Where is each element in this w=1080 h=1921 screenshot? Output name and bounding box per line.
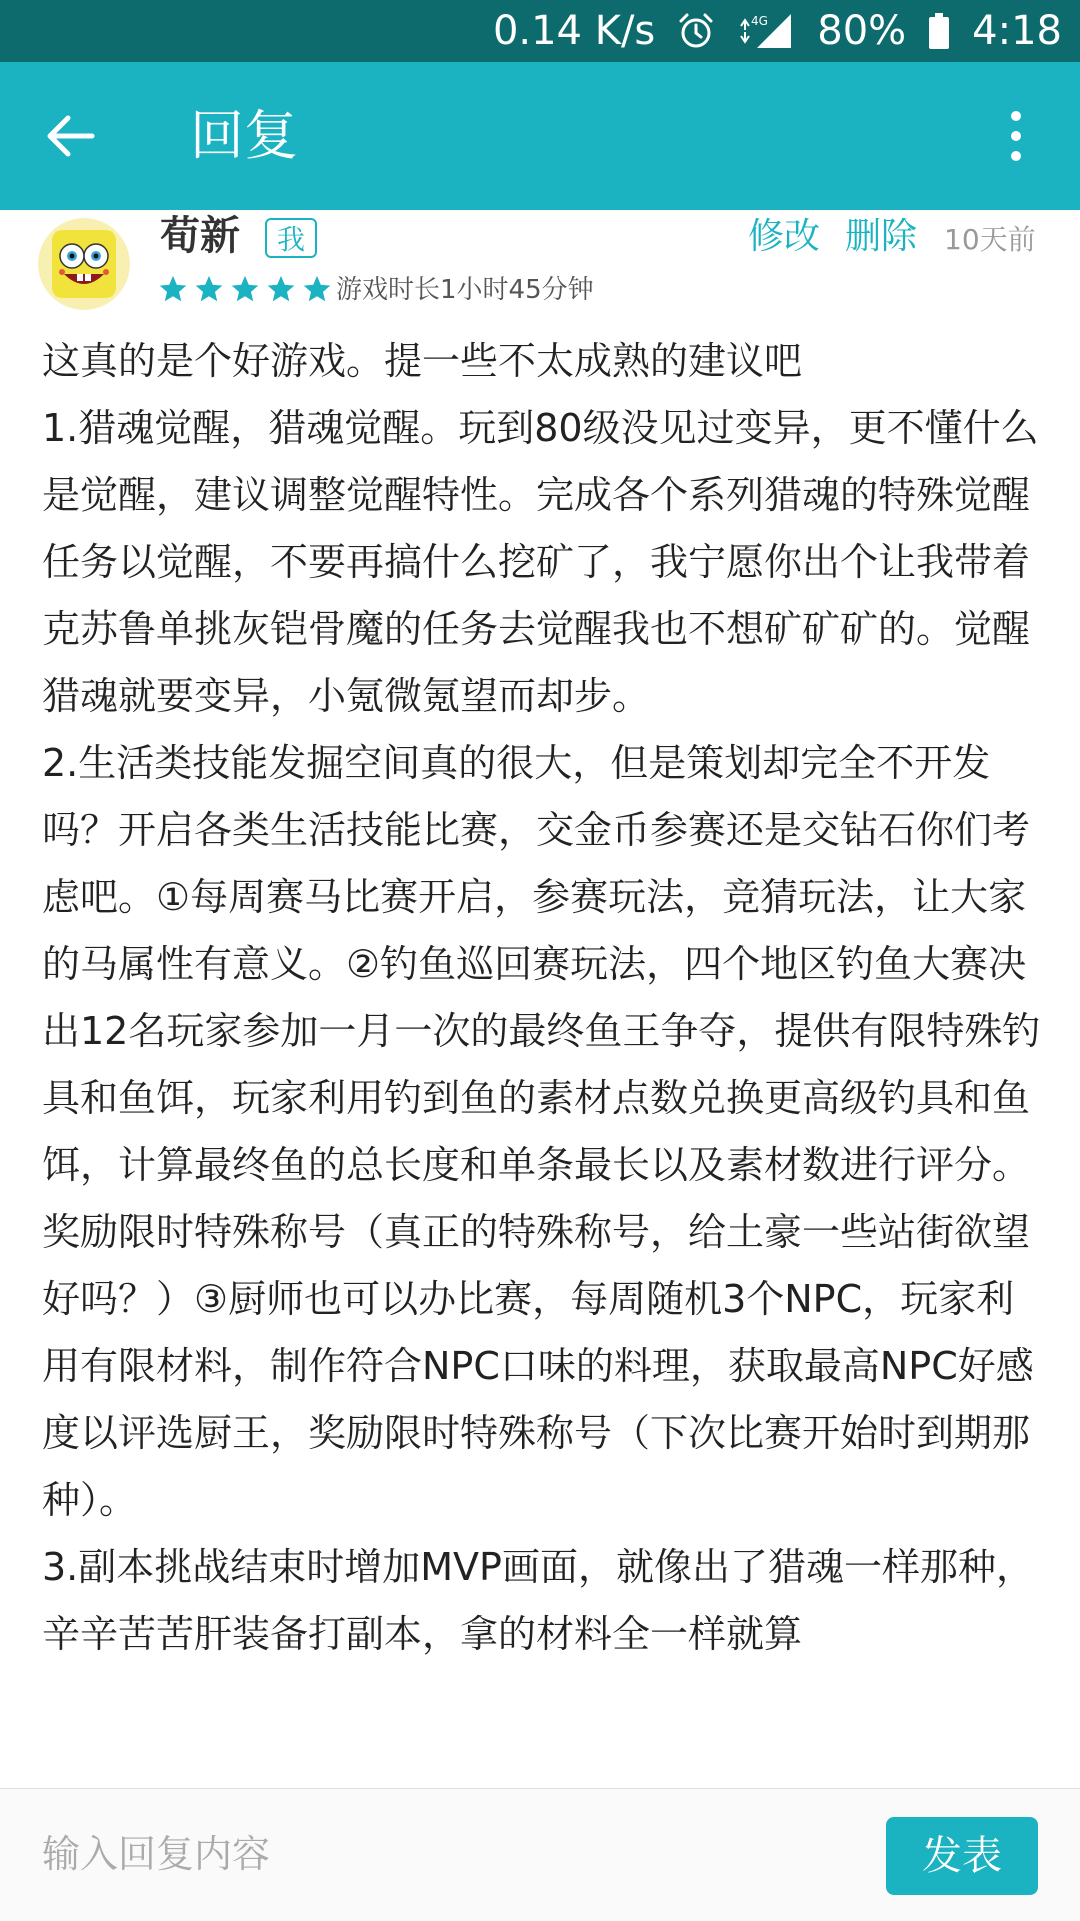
- star-rating: [158, 274, 338, 304]
- play-time: 游戏时长1小时45分钟: [336, 275, 594, 305]
- comment-paragraph: 这真的是个好游戏。提一些不太成熟的建议吧: [42, 339, 803, 383]
- back-arrow-icon[interactable]: [40, 106, 100, 166]
- page-title: 回复: [190, 104, 298, 167]
- star-icon: [230, 274, 260, 304]
- me-badge: 我: [265, 218, 317, 258]
- comment-body: [42, 328, 1042, 1788]
- comment-paragraph: 3.副本挑战结束时增加MVP画面，就像出了猎魂一样那种，辛辛苦苦肝装备打副本，拿的材料全一样就算: [42, 1545, 1034, 1656]
- username: 荀新: [160, 213, 240, 259]
- comment-paragraph: 1.猎魂觉醒，猎魂觉醒。玩到80级没见过变异，更不懂什么是觉醒，建议调整觉醒特性。完成各个系列猎魂的特殊觉醒任务以觉醒，不要再搞什么挖矿了，我宁愿你出个让我带着克苏鲁单挑灰铠骨魔的任务去觉醒我也不想矿矿矿的。觉醒猎魂就要变异，小氪微氪望而却步。: [42, 406, 1039, 718]
- delete-button[interactable]: 删除: [845, 216, 918, 257]
- alarm-icon: [677, 12, 715, 50]
- star-icon: [194, 274, 224, 304]
- battery-percent: 80%: [817, 8, 907, 54]
- battery-icon: [928, 12, 950, 50]
- comment-paragraph: 2.生活类技能发掘空间真的很大，但是策划却完全不开发吗？开启各类生活技能比赛，交金币参赛还是交钻石你们考虑吧。①每周赛马比赛开启，参赛玩法，竞猜玩法，让大家的马属性有意义。②钓鱼巡回赛玩法，四个地区钓鱼大赛决出12名玩家参加一月一次的最终鱼王争夺，提供有限特殊钓具和鱼饵，玩家利用钓到鱼的素材点数兑换更高级钓具和鱼饵，计算最终鱼的总长度和单条最长以及素材数进行评分。奖励限时特殊称号（真正的特殊称号，给土豪一些站街欲望好吗？）③厨师也可以办比赛，每周随机3个NPC，玩家利用有限材料，制作符合NPC口味的料理，获取最高NPC好感度以评选厨王，奖励限时特殊称号（下次比赛开始时到期那种）。: [42, 741, 1041, 1522]
- signal-icon: [737, 12, 795, 50]
- star-icon: [266, 274, 296, 304]
- status-bar: [0, 0, 1080, 62]
- network-type-label: 4G: [751, 14, 769, 28]
- avatar[interactable]: [38, 218, 130, 310]
- send-button[interactable]: 发表: [886, 1817, 1038, 1895]
- star-icon: [158, 274, 188, 304]
- reply-bar: [0, 1788, 1080, 1921]
- reply-input[interactable]: [42, 1819, 842, 1889]
- app-bar: [0, 62, 1080, 210]
- network-speed: 0.14 K/s: [492, 8, 656, 54]
- star-icon: [302, 274, 332, 304]
- edit-button[interactable]: 修改: [748, 216, 821, 257]
- more-vertical-icon[interactable]: [1000, 108, 1032, 164]
- clock: 4:18: [972, 8, 1062, 54]
- timestamp: 10天前: [944, 223, 1036, 256]
